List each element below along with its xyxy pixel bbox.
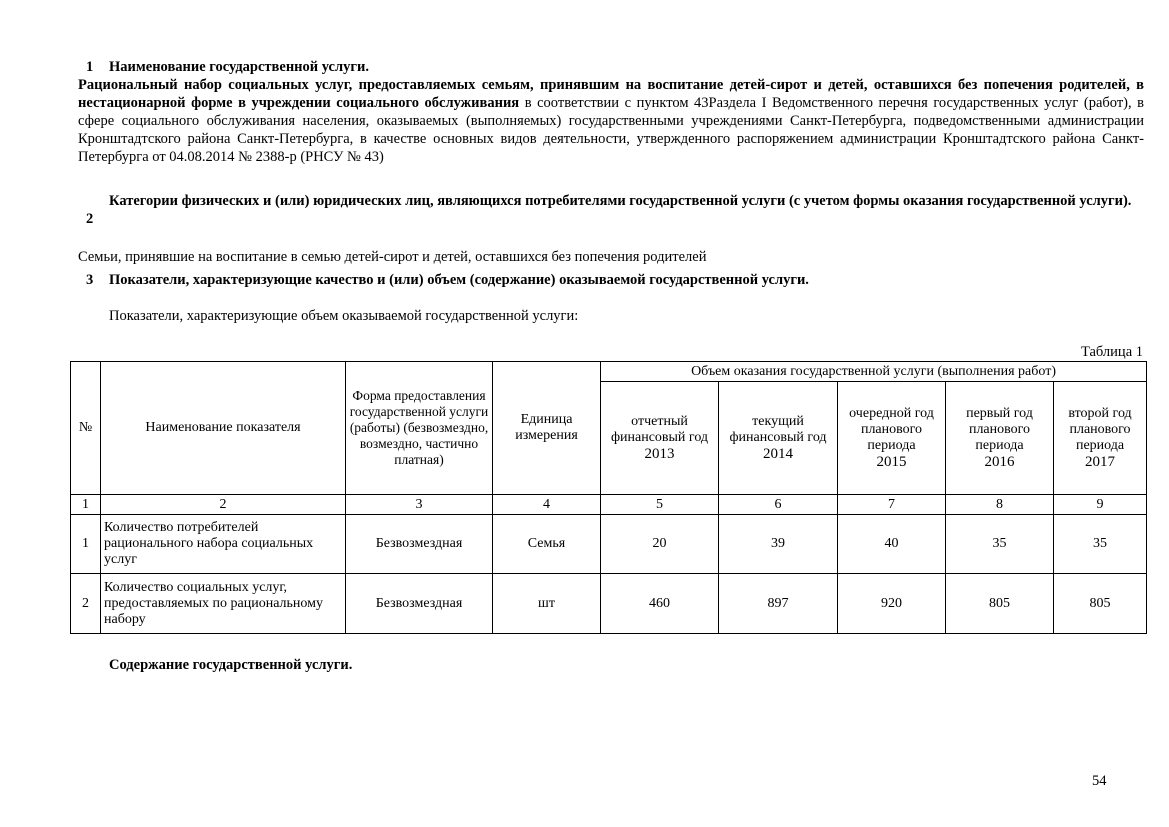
col-number: 7 — [838, 495, 946, 515]
header-year-2013 — [601, 382, 719, 495]
row-value: 897 — [719, 574, 838, 634]
header-year-label: второй год планового периода — [1068, 406, 1132, 453]
section-1-heading: Наименование государственной услуги. — [109, 59, 369, 75]
row-name: Количество социальных услуг, предоставляемых по рациональному набору — [101, 574, 346, 634]
row-num: 2 — [71, 574, 101, 634]
row-form: Безвозмездная — [346, 515, 493, 574]
row-value: 805 — [946, 574, 1054, 634]
section-3-number: 3 — [86, 272, 94, 288]
col-number: 5 — [601, 495, 719, 515]
section-2-number: 2 — [86, 211, 94, 227]
consumers-text: Семьи, принявшие на воспитание в семью детей-сирот и детей, оставшихся без попечения родителей — [78, 249, 707, 265]
col-number: 8 — [946, 495, 1054, 515]
row-value: 40 — [838, 515, 946, 574]
row-value: 39 — [719, 515, 838, 574]
row-value: 35 — [1054, 515, 1147, 574]
header-year-2016 — [946, 382, 1054, 495]
header-year-value: 2013 — [644, 446, 675, 462]
header-volume-group: Объем оказания государственной услуги (выполнения работ) — [601, 362, 1147, 382]
header-num: № — [71, 362, 101, 495]
row-unit: шт — [493, 574, 601, 634]
section-3-heading: Показатели, характеризующие качество и (или) объем (содержание) оказываемой государственной услуги. — [109, 272, 809, 288]
column-number-row — [71, 495, 1147, 515]
content-heading: Содержание государственной услуги. — [109, 657, 353, 673]
page-number: 54 — [1092, 773, 1107, 789]
row-unit: Семья — [493, 515, 601, 574]
col-number: 9 — [1054, 495, 1147, 515]
col-number: 4 — [493, 495, 601, 515]
row-value: 35 — [946, 515, 1054, 574]
header-year-2017 — [1054, 382, 1147, 495]
row-value: 805 — [1054, 574, 1147, 634]
header-year-value: 2015 — [876, 454, 907, 470]
row-form: Безвозмездная — [346, 574, 493, 634]
service-name-rest: в соответствии с пунктом 43Раздела I Ведомственного перечня государственных услуг (работ), в сфере социального обслуживания населения, оказываемых (выполняемых) государственными учреждениями Санкт-Петербурга, подведомственными администрации Кронштадтского района Санкт-Петербурга, в качестве основных видов деятельности, утвержденного распоряжением администрации Кронштадтского района Санкт-Петербурга от 04.08.2014 № 2388-р (РНСУ № 43) — [78, 95, 1145, 165]
table-row — [71, 574, 1147, 634]
header-year-label: первый год планового периода — [966, 406, 1033, 453]
service-name-paragraph — [78, 76, 1144, 166]
section-1-number: 1 — [86, 59, 94, 75]
header-unit: Единица измерения — [493, 362, 601, 495]
header-year-2014 — [719, 382, 838, 495]
col-number: 3 — [346, 495, 493, 515]
table-row — [71, 515, 1147, 574]
row-num: 1 — [71, 515, 101, 574]
volume-indicators-table — [70, 361, 1147, 634]
table-caption: Таблица 1 — [1080, 344, 1143, 360]
section-2-heading: Категории физических и (или) юридических лиц, являющихся потребителями государственной услуги (с учетом формы оказания государственной услуги). — [109, 193, 1132, 209]
row-name: Количество потребителей рационального набора социальных услуг — [101, 515, 346, 574]
section-3-subheading: Показатели, характеризующие объем оказываемой государственной услуги: — [109, 308, 579, 324]
col-number: 1 — [71, 495, 101, 515]
header-year-value: 2016 — [984, 454, 1015, 470]
header-year-label: текущий финансовый год — [729, 414, 827, 445]
header-year-label: очередной год планового периода — [849, 406, 934, 453]
header-year-value: 2014 — [763, 446, 793, 462]
service-name-bold: Рациональный набор социальных услуг, предоставляемых семьям, принявшим на воспитание детей-сирот и детей, оставшихся без попечения родителей, в нестационарной форме в учреждении социального обслуживания — [78, 77, 1144, 111]
row-value: 920 — [838, 574, 946, 634]
header-form: Форма предоставления государственной услуги (работы) (безвозмездно, возмездно, частично платная) — [346, 362, 493, 495]
header-name: Наименование показателя — [101, 362, 346, 495]
row-value: 20 — [601, 515, 719, 574]
header-year-label: отчетный финансовый год — [610, 414, 709, 445]
header-year-2015 — [838, 382, 946, 495]
row-value: 460 — [601, 574, 719, 634]
col-number: 2 — [101, 495, 346, 515]
col-number: 6 — [719, 495, 838, 515]
header-year-value: 2017 — [1085, 454, 1116, 470]
